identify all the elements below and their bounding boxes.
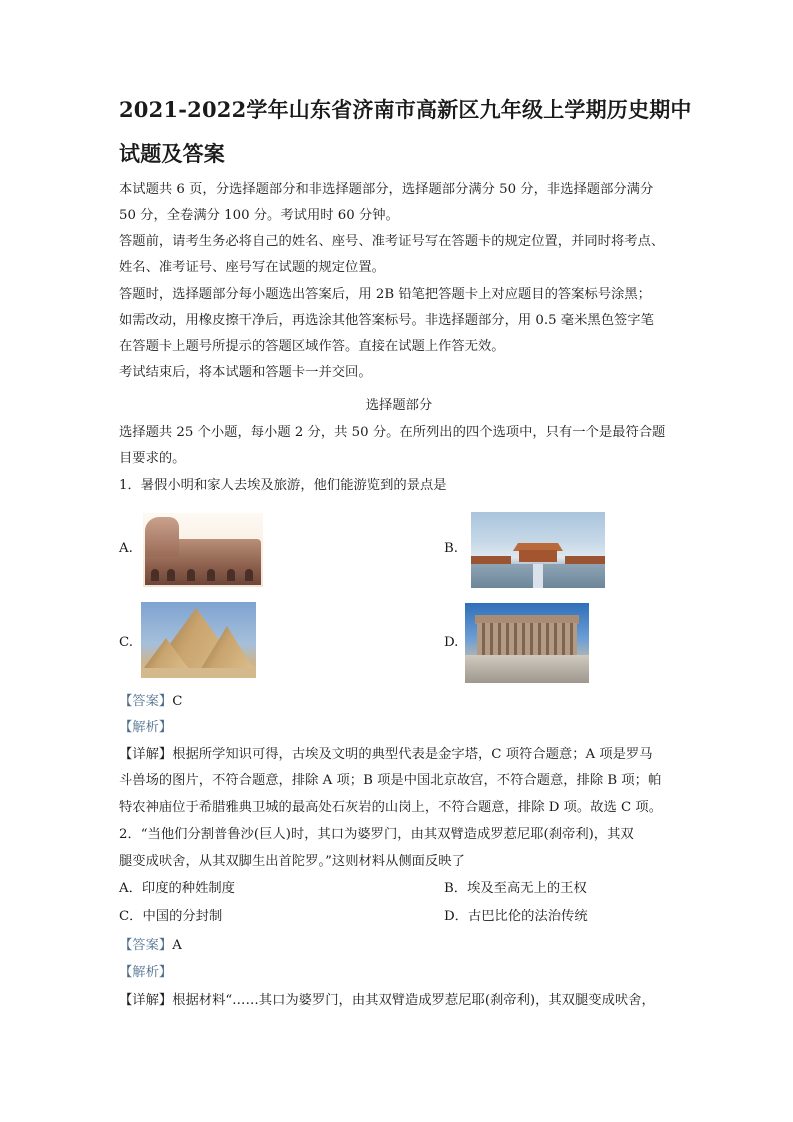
question-1-stem: 1．暑假小明和家人去埃及旅游，他们能游览到的景点是 (119, 478, 447, 493)
parthenon-image (465, 603, 589, 683)
section-heading: 选择题部分 (365, 398, 433, 413)
instruction-line: 50 分，全卷满分 100 分。考试用时 60 分钟。 (119, 208, 399, 223)
question-2-stem: 腿变成吠舍，从其双脚生出首陀罗。”这则材料从侧面反映了 (119, 854, 465, 869)
detail-line: 斗兽场的图片，不符合题意，排除 A 项；B 项是中国北京故宫，不符合题意，排除 B 项；帕 (119, 773, 662, 788)
option-b-label: B. (444, 541, 458, 556)
instruction-line: 本试题共 6 页，分选择题部分和非选择题部分，选择题部分满分 50 分，非选择题部分满分 (119, 182, 654, 197)
detail-row (119, 746, 679, 764)
document-title-line-2: 试题及答案 (119, 141, 225, 166)
detail-text: 根据所学知识可得，古埃及文明的典型代表是金字塔，C 项符合题意；A 项是罗马 (172, 747, 653, 762)
instruction-line: 姓名、准考证号、座号写在试题的规定位置。 (119, 260, 385, 275)
instruction-line: 答题前，请考生务必将自己的姓名、座号、准考证号写在答题卡的规定位置，并同时将考点、 (119, 234, 665, 249)
pyramids-image (141, 602, 256, 678)
analysis-tag: 【解析】 (119, 720, 173, 735)
detail-row (119, 992, 679, 1010)
answer-value: A (172, 938, 182, 953)
answer-row (119, 693, 679, 711)
option-b: B．埃及至高无上的王权 (444, 881, 587, 896)
colosseum-image (143, 513, 263, 587)
instruction-line: 考试结束后，将本试题和答题卡一并交回。 (119, 365, 372, 380)
option-a-label: A. (119, 541, 133, 556)
analysis-tag: 【解析】 (119, 965, 173, 980)
instruction-line: 在答题卡上题号所提示的答题区域作答。直接在试题上作答无效。 (119, 339, 505, 354)
section-intro-line: 目要求的。 (119, 451, 186, 466)
option-d: D．古巴比伦的法治传统 (444, 909, 588, 924)
answer-value: C (172, 694, 183, 709)
option-d-label: D. (444, 635, 459, 650)
document-title-line-1: 2021-2022学年山东省济南市高新区九年级上学期历史期中 (119, 97, 692, 122)
detail-text: 根据材料“……其口为婆罗门，由其双臂造成罗惹尼耶(刹帝利)，其双腿变成吠舍， (172, 993, 655, 1008)
question-2-stem: 2．“当他们分割普鲁沙(巨人)时，其口为婆罗门，由其双臂造成罗惹尼耶(刹帝利)，其双 (119, 827, 634, 842)
option-a: A．印度的种姓制度 (119, 881, 235, 896)
section-intro-line: 选择题共 25 个小题，每小题 2 分，共 50 分。在所列出的四个选项中，只有一个是最符合题 (119, 425, 666, 440)
instruction-line: 答题时，选择题部分每小题选出答案后，用 2B 铅笔把答题卡上对应题目的答案标号涂黑； (119, 287, 651, 302)
option-c-label: C. (119, 635, 133, 650)
answer-tag: 【答案】 (119, 938, 173, 953)
forbidden-city-image (471, 512, 605, 588)
answer-tag: 【答案】 (119, 694, 173, 709)
detail-tag: 【详解】 (119, 993, 173, 1008)
answer-row (119, 937, 679, 955)
option-c: C．中国的分封制 (119, 909, 223, 924)
instruction-line: 如需改动，用橡皮擦干净后，再选涂其他答案标号。非选择题部分，用 0.5 毫米黑色签字笔 (119, 313, 654, 328)
detail-tag: 【详解】 (119, 747, 173, 762)
detail-line: 特农神庙位于希腊雅典卫城的最高处石灰岩的山岗上，不符合题意，排除 D 项。故选 C 项。 (119, 800, 663, 815)
